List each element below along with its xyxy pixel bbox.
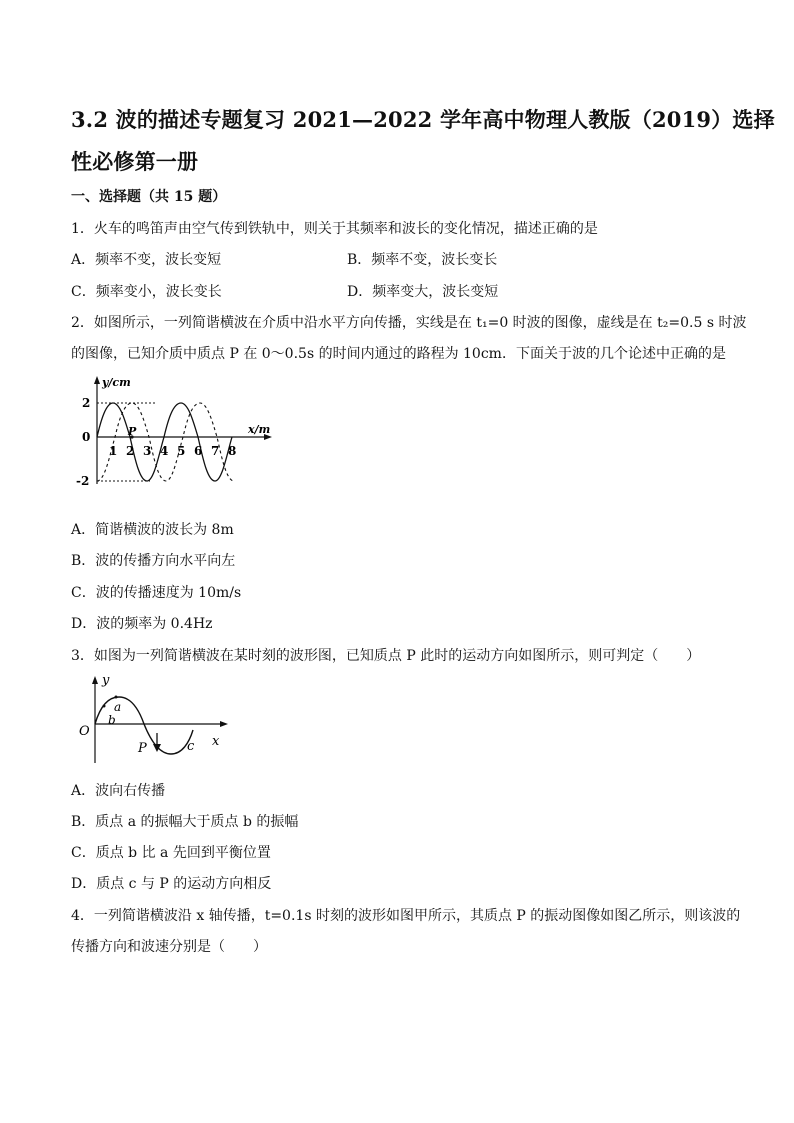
q3-point-b-label: b (108, 713, 116, 727)
q3-origin-label: O (79, 724, 90, 739)
q2-point-p-label: P (128, 425, 137, 438)
q3-option-b: B．质点 a 的振幅大于质点 b 的振幅 (71, 814, 299, 830)
q3-point-p-label: P (138, 741, 147, 756)
q3-option-a: A．波向右传播 (71, 783, 166, 799)
doc-title-line2: 性必修第一册 (71, 149, 199, 174)
q2-x-tick-6: 6 (194, 444, 203, 458)
q2-option-a: A．简谐横波的波长为 8m (71, 522, 234, 538)
q2-y-tick-0: 0 (82, 430, 91, 444)
q2-y-tick-2: 2 (82, 396, 91, 410)
q3-stem: 3．如图为一列简谐横波在某时刻的波形图，已知质点 P 此时的运动方向如图所示，则可判定（ ） (71, 648, 701, 664)
q4-stem-line2: 传播方向和波速分别是（ ） (71, 939, 267, 955)
q2-y-axis-label: y/cm (102, 376, 131, 389)
q2-wave-figure (70, 372, 276, 492)
q3-y-label: y (102, 673, 110, 688)
q1-option-a: A．频率不变，波长变短 (71, 252, 222, 268)
solid-wave-curve (97, 403, 232, 481)
doc-title-line1: 3.2 波的描述专题复习 2021—2022 学年高中物理人教版（2019）选择 (71, 107, 775, 132)
q2-option-c: C．波的传播速度为 10m/s (71, 585, 242, 601)
q2-x-tick-8: 8 (228, 444, 237, 458)
q2-x-tick-4: 4 (160, 444, 169, 458)
q2-x-tick-7: 7 (211, 444, 220, 458)
q1-option-d: D．频率变大，波长变短 (347, 284, 499, 300)
q1-stem: 1．火车的鸣笛声由空气传到铁轨中，则关于其频率和波长的变化情况，描述正确的是 (71, 221, 598, 237)
section-heading: 一、选择题（共 15 题） (71, 189, 227, 205)
q2-x-tick-5: 5 (177, 444, 186, 458)
q3-point-a-label: a (114, 700, 122, 714)
q2-x-tick-2: 2 (126, 444, 135, 458)
q1-option-c: C．频率变小，波长变长 (71, 284, 222, 300)
q3-point-c-label: c (187, 739, 195, 754)
q3-x-label: x (212, 734, 220, 749)
q2-stem-line2: 的图像，已知介质中质点 P 在 0～0.5s 的时间内通过的路程为 10cm．下面关于波的几个论述中正确的是 (71, 346, 726, 362)
q4-stem-line1: 4．一列简谐横波沿 x 轴传播，t=0.1s 时刻的波形如图甲所示，其质点 P 的振动图像如图乙所示，则该波的 (71, 908, 741, 924)
dashed-wave-curve (97, 403, 237, 481)
q2-option-b: B．波的传播方向水平向左 (71, 553, 236, 569)
q2-option-d: D．波的频率为 0.4Hz (71, 616, 213, 632)
q3-option-d: D．质点 c 与 P 的运动方向相反 (71, 876, 272, 892)
q1-option-b: B．频率不变，波长变长 (347, 252, 498, 268)
q2-y-tick-neg2: -2 (76, 474, 90, 488)
q2-x-tick-1: 1 (109, 444, 118, 458)
q3-wave-figure (76, 673, 232, 769)
q3-option-c: C．质点 b 比 a 先回到平衡位置 (71, 845, 271, 861)
q2-stem-line1: 2．如图所示，一列简谐横波在介质中沿水平方向传播，实线是在 t₁=0 时波的图像，虚线是在 t₂=0.5 s 时波 (71, 315, 747, 331)
q2-x-axis-label: x/m (248, 423, 271, 436)
q2-x-tick-3: 3 (143, 444, 152, 458)
